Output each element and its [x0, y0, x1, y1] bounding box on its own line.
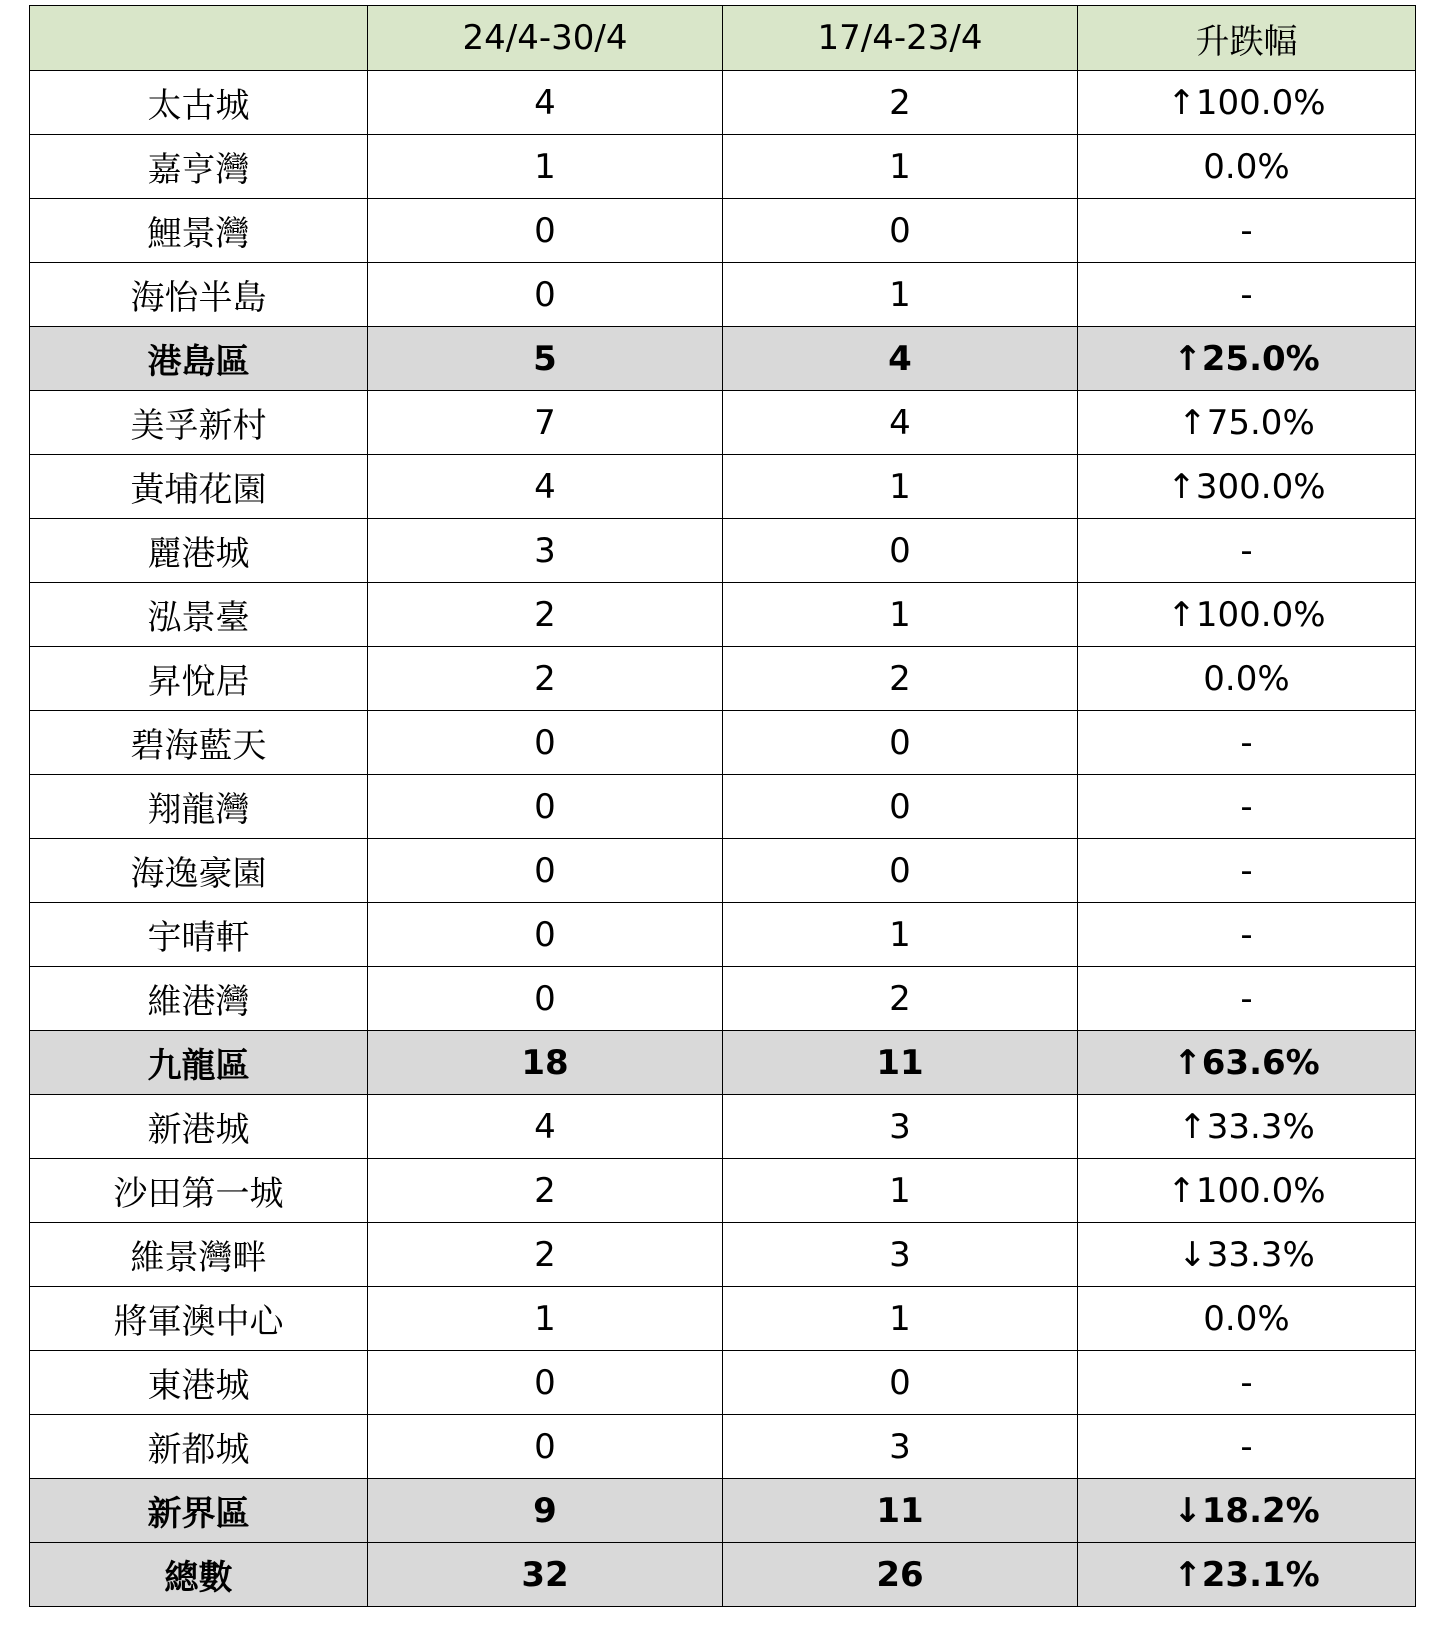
current-week-cell: 7 — [368, 391, 723, 455]
estate-name-cell: 總數 — [30, 1543, 368, 1607]
change-cell: - — [1078, 903, 1416, 967]
current-week-cell: 0 — [368, 711, 723, 775]
estate-name-cell: 海逸豪園 — [30, 839, 368, 903]
change-cell: 0.0% — [1078, 1287, 1416, 1351]
table-row — [30, 583, 1416, 647]
current-week-cell: 0 — [368, 1415, 723, 1479]
header-current-week: 24/4-30/4 — [368, 6, 723, 71]
previous-week-cell: 1 — [723, 583, 1078, 647]
table-row — [30, 1415, 1416, 1479]
previous-week-cell: 26 — [723, 1543, 1078, 1607]
subtotal-row — [30, 1479, 1416, 1543]
change-cell: - — [1078, 263, 1416, 327]
current-week-cell: 1 — [368, 135, 723, 199]
table-row — [30, 199, 1416, 263]
previous-week-cell: 3 — [723, 1415, 1078, 1479]
current-week-cell: 4 — [368, 455, 723, 519]
previous-week-cell: 1 — [723, 1287, 1078, 1351]
estate-name-cell: 麗港城 — [30, 519, 368, 583]
table-row — [30, 519, 1416, 583]
table-row — [30, 647, 1416, 711]
current-week-cell: 2 — [368, 1223, 723, 1287]
change-cell: ↑300.0% — [1078, 455, 1416, 519]
current-week-cell: 4 — [368, 71, 723, 135]
estate-name-cell: 黃埔花園 — [30, 455, 368, 519]
current-week-cell: 2 — [368, 583, 723, 647]
previous-week-cell: 2 — [723, 647, 1078, 711]
table-body — [30, 71, 1416, 1607]
change-cell: - — [1078, 1415, 1416, 1479]
table-row — [30, 1095, 1416, 1159]
change-cell: ↑23.1% — [1078, 1543, 1416, 1607]
estate-name-cell: 沙田第一城 — [30, 1159, 368, 1223]
table-row — [30, 1287, 1416, 1351]
previous-week-cell: 1 — [723, 135, 1078, 199]
estate-name-cell: 海怡半島 — [30, 263, 368, 327]
table-row — [30, 1223, 1416, 1287]
estate-name-cell: 鯉景灣 — [30, 199, 368, 263]
transactions-table — [29, 5, 1416, 1607]
current-week-cell: 2 — [368, 647, 723, 711]
change-cell: - — [1078, 711, 1416, 775]
previous-week-cell: 4 — [723, 391, 1078, 455]
header-row — [30, 6, 1416, 71]
change-cell: 0.0% — [1078, 647, 1416, 711]
change-cell: - — [1078, 199, 1416, 263]
change-cell: ↑75.0% — [1078, 391, 1416, 455]
estate-name-cell: 維港灣 — [30, 967, 368, 1031]
current-week-cell: 0 — [368, 199, 723, 263]
change-cell: 0.0% — [1078, 135, 1416, 199]
table-row — [30, 903, 1416, 967]
table-row — [30, 775, 1416, 839]
current-week-cell: 32 — [368, 1543, 723, 1607]
previous-week-cell: 11 — [723, 1479, 1078, 1543]
change-cell: - — [1078, 519, 1416, 583]
current-week-cell: 1 — [368, 1287, 723, 1351]
table-row — [30, 71, 1416, 135]
estate-name-cell: 翔龍灣 — [30, 775, 368, 839]
change-cell: - — [1078, 967, 1416, 1031]
estate-name-cell: 泓景臺 — [30, 583, 368, 647]
previous-week-cell: 3 — [723, 1095, 1078, 1159]
header-change: 升跌幅 — [1078, 6, 1416, 71]
current-week-cell: 0 — [368, 839, 723, 903]
table-row — [30, 839, 1416, 903]
previous-week-cell: 0 — [723, 839, 1078, 903]
current-week-cell: 0 — [368, 903, 723, 967]
previous-week-cell: 1 — [723, 1159, 1078, 1223]
previous-week-cell: 2 — [723, 967, 1078, 1031]
current-week-cell: 0 — [368, 775, 723, 839]
change-cell: ↑100.0% — [1078, 583, 1416, 647]
current-week-cell: 3 — [368, 519, 723, 583]
table-row — [30, 455, 1416, 519]
previous-week-cell: 2 — [723, 71, 1078, 135]
table-row — [30, 967, 1416, 1031]
current-week-cell: 2 — [368, 1159, 723, 1223]
subtotal-row — [30, 1543, 1416, 1607]
previous-week-cell: 1 — [723, 263, 1078, 327]
estate-name-cell: 嘉亨灣 — [30, 135, 368, 199]
estate-name-cell: 將軍澳中心 — [30, 1287, 368, 1351]
current-week-cell: 4 — [368, 1095, 723, 1159]
estate-name-cell: 碧海藍天 — [30, 711, 368, 775]
table-row — [30, 391, 1416, 455]
table-row — [30, 711, 1416, 775]
current-week-cell: 18 — [368, 1031, 723, 1095]
table-row — [30, 1159, 1416, 1223]
estate-name-cell: 美孚新村 — [30, 391, 368, 455]
current-week-cell: 0 — [368, 263, 723, 327]
estate-name-cell: 港島區 — [30, 327, 368, 391]
subtotal-row — [30, 1031, 1416, 1095]
header-previous-week: 17/4-23/4 — [723, 6, 1078, 71]
current-week-cell: 0 — [368, 967, 723, 1031]
previous-week-cell: 0 — [723, 1351, 1078, 1415]
header-estate — [30, 6, 368, 71]
estate-name-cell: 維景灣畔 — [30, 1223, 368, 1287]
previous-week-cell: 4 — [723, 327, 1078, 391]
previous-week-cell: 3 — [723, 1223, 1078, 1287]
previous-week-cell: 11 — [723, 1031, 1078, 1095]
change-cell: - — [1078, 1351, 1416, 1415]
estate-name-cell: 新港城 — [30, 1095, 368, 1159]
estate-name-cell: 新都城 — [30, 1415, 368, 1479]
previous-week-cell: 0 — [723, 775, 1078, 839]
previous-week-cell: 0 — [723, 199, 1078, 263]
change-cell: ↓33.3% — [1078, 1223, 1416, 1287]
estate-name-cell: 東港城 — [30, 1351, 368, 1415]
previous-week-cell: 1 — [723, 903, 1078, 967]
change-cell: ↑63.6% — [1078, 1031, 1416, 1095]
change-cell: - — [1078, 775, 1416, 839]
estate-name-cell: 宇晴軒 — [30, 903, 368, 967]
change-cell: ↓18.2% — [1078, 1479, 1416, 1543]
current-week-cell: 0 — [368, 1351, 723, 1415]
estate-name-cell: 昇悅居 — [30, 647, 368, 711]
change-cell: - — [1078, 839, 1416, 903]
table-header — [30, 6, 1416, 71]
change-cell: ↑100.0% — [1078, 1159, 1416, 1223]
change-cell: ↑33.3% — [1078, 1095, 1416, 1159]
previous-week-cell: 1 — [723, 455, 1078, 519]
estate-name-cell: 九龍區 — [30, 1031, 368, 1095]
change-cell: ↑100.0% — [1078, 71, 1416, 135]
current-week-cell: 5 — [368, 327, 723, 391]
table-row — [30, 263, 1416, 327]
estate-name-cell: 新界區 — [30, 1479, 368, 1543]
estate-name-cell: 太古城 — [30, 71, 368, 135]
previous-week-cell: 0 — [723, 519, 1078, 583]
table-row — [30, 135, 1416, 199]
subtotal-row — [30, 327, 1416, 391]
previous-week-cell: 0 — [723, 711, 1078, 775]
table-row — [30, 1351, 1416, 1415]
current-week-cell: 9 — [368, 1479, 723, 1543]
change-cell: ↑25.0% — [1078, 327, 1416, 391]
